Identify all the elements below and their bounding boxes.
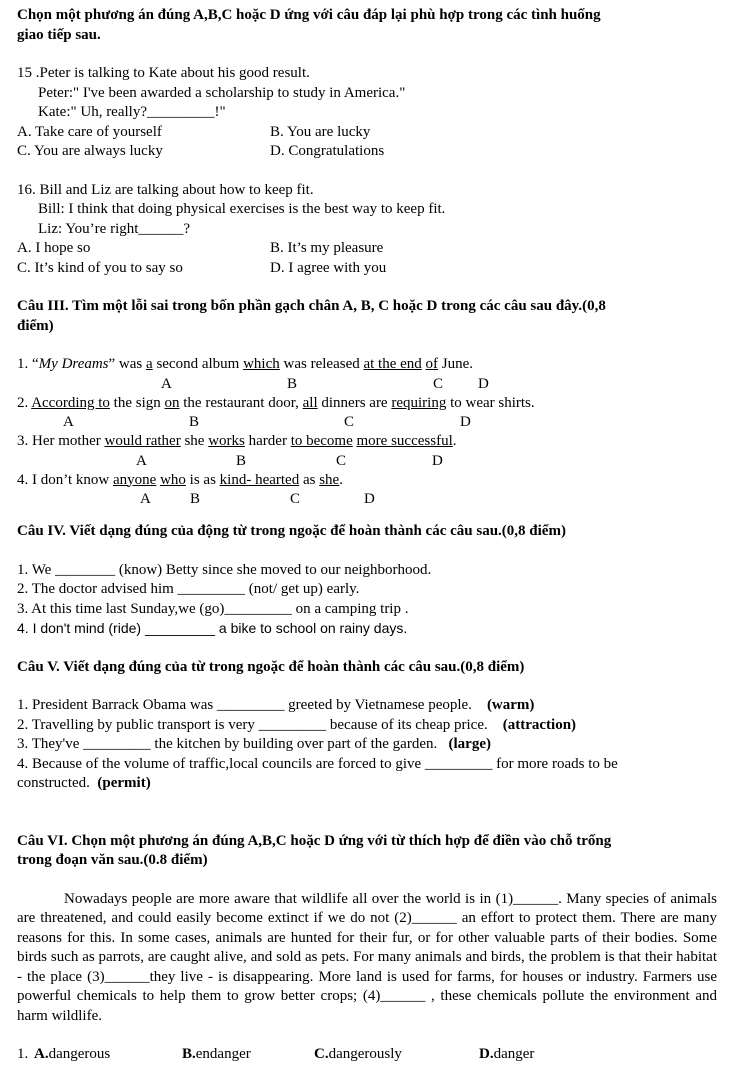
text-segment: the sign <box>109 394 165 411</box>
item-text: 2. Travelling by public transport is very _________ because of its cheap price. <box>17 716 488 733</box>
q16-options-row1 <box>17 239 717 259</box>
underlined-part-b[interactable]: on <box>164 394 180 411</box>
underlined-part-b[interactable]: who <box>160 471 186 488</box>
letter-c: C <box>290 491 301 507</box>
option-text: endanger <box>195 1046 251 1062</box>
q15-option-c[interactable]: C. You are always lucky <box>17 143 163 159</box>
text-segment: second album <box>152 356 244 372</box>
section-v-heading: Câu V. Viết dạng đúng của từ trong ngoặc để hoàn thành các câu sau.(0,8 điểm) <box>17 658 525 675</box>
error-sentence-3 <box>17 432 717 452</box>
text-segment: the restaurant door, <box>179 394 303 411</box>
word-item-1 <box>17 696 717 716</box>
answer-letters-4 <box>17 490 717 509</box>
section-vi-heading: Câu VI. Chọn một phương án đúng A,B,C hoặc D ứng với từ thích hợp để điền vào chỗ trống <box>17 832 612 849</box>
section-iii-heading: Câu III. Tìm một lỗi sai trong bốn phần gạch chân A, B, C hoặc D trong các câu sau đây.(0,8 <box>17 298 606 314</box>
text-segment: 2. <box>17 394 32 411</box>
underlined-part-c[interactable]: to become <box>290 433 353 449</box>
letter-c: C <box>433 375 444 392</box>
underlined-part-c[interactable]: at the end <box>363 356 422 372</box>
letter-d: D <box>478 375 489 392</box>
letter-a: A <box>63 414 74 430</box>
q16-option-d[interactable]: D. I agree with you <box>270 259 387 276</box>
letter-d: D <box>364 491 375 507</box>
text-segment: 1. “ <box>17 356 39 372</box>
text-segment: June. <box>438 356 474 372</box>
text-segment: as <box>299 471 320 488</box>
q16-options-row2 <box>17 259 717 279</box>
section-instruction-cont: giao tiếp sau. <box>17 26 101 43</box>
underlined-part-d[interactable]: more successful <box>356 433 453 449</box>
root-word: (attraction) <box>502 716 577 733</box>
letter-b: B <box>189 414 200 430</box>
text-segment: . <box>339 471 343 488</box>
worksheet <box>17 6 717 1065</box>
letter-d: D <box>432 452 443 469</box>
text-segment: was released <box>279 356 364 372</box>
text-segment: . <box>452 433 457 449</box>
cloze-question-1 <box>17 1045 717 1065</box>
answer-letters-2 <box>17 413 717 432</box>
word-item-4-cont <box>17 774 717 794</box>
q15-kate-line: Kate:" Uh, really?_________!" <box>38 104 226 120</box>
section-vi-heading-cont: trong đoạn văn sau.(0.8 điểm) <box>17 852 208 868</box>
q15-peter-line: Peter:" I've been awarded a scholarship to study in America." <box>38 84 406 101</box>
question-number: 1. <box>17 1046 29 1062</box>
q16-bill-line: Bill: I think that doing physical exercises is the best way to keep fit. <box>38 201 446 217</box>
verb-item-2: 2. The doctor advised him _________ (not/ get up) early. <box>17 581 360 597</box>
text-segment: 3. Her mother <box>17 433 105 449</box>
option-letter: D. <box>479 1046 494 1062</box>
section-iii-heading-cont: điểm) <box>17 317 54 334</box>
underlined-part-a[interactable]: would rather <box>104 433 181 449</box>
letter-a: A <box>161 375 172 392</box>
option-text: dangerously <box>328 1046 402 1062</box>
option-letter: B. <box>182 1046 196 1062</box>
root-word: (warm) <box>486 697 535 713</box>
cloze-option-a[interactable] <box>34 1045 182 1065</box>
q15-stem: 15 .Peter is talking to Kate about his good result. <box>17 65 310 81</box>
letter-c: C <box>336 452 347 469</box>
letter-b: B <box>287 375 298 392</box>
word-item-4: 4. Because of the volume of traffic,local councils are forced to give _________ for more roads to be <box>17 755 618 772</box>
text-segment: ” was <box>108 356 147 372</box>
option-text: dangerous <box>48 1046 111 1062</box>
underlined-part-c[interactable]: all <box>302 394 318 411</box>
root-word: (large) <box>448 736 491 752</box>
word-item-2 <box>17 716 717 736</box>
underlined-part-a[interactable]: a <box>146 356 153 372</box>
option-letter: A. <box>34 1046 49 1062</box>
item-text: 3. They've _________ the kitchen by building over part of the garden. <box>17 736 438 752</box>
letter-a: A <box>140 491 151 507</box>
cloze-option-d[interactable] <box>479 1045 534 1065</box>
answer-letters-1 <box>17 375 717 394</box>
q16-option-b[interactable]: B. It’s my pleasure <box>270 240 384 256</box>
option-text: danger <box>493 1046 535 1062</box>
text-segment: dinners are <box>317 394 392 411</box>
underlined-part-d[interactable]: requiring <box>391 394 447 411</box>
q16-option-a[interactable]: A. I hope so <box>17 240 91 256</box>
letter-a: A <box>136 452 147 469</box>
text-segment: to wear shirts. <box>446 394 535 411</box>
letter-b: B <box>190 491 201 507</box>
error-sentence-2 <box>17 394 717 414</box>
underlined-part-d[interactable]: of <box>425 356 439 372</box>
underlined-part-a[interactable]: According to <box>31 394 110 411</box>
q15-options-row1 <box>17 123 717 143</box>
q15-option-a[interactable]: A. Take care of yourself <box>17 123 162 140</box>
q15-option-b[interactable]: B. You are lucky <box>270 123 371 140</box>
text-segment: 4. I don’t know <box>17 471 113 488</box>
error-sentence-4 <box>17 471 717 491</box>
error-sentence-1 <box>17 355 717 375</box>
letter-c: C <box>344 414 355 430</box>
album-title: My Dreams <box>38 356 109 372</box>
letter-d: D <box>460 414 471 430</box>
text-segment: is as <box>185 471 220 488</box>
q15-options-row2 <box>17 142 717 162</box>
cloze-option-c[interactable] <box>314 1045 479 1065</box>
cloze-option-b[interactable] <box>182 1045 314 1065</box>
item-text: 1. President Barrack Obama was _________ greeted by Vietnamese people. <box>17 697 472 713</box>
text-segment: she <box>180 433 209 449</box>
option-letter: C. <box>314 1046 329 1062</box>
q16-option-c[interactable]: C. It’s kind of you to say so <box>17 259 183 276</box>
root-word: (permit) <box>97 775 151 791</box>
reading-passage: Nowadays people are more aware that wildlife all over the world is in (1)______. Many species of animals are threatened, and could easily become extinct if we do not (2)______ an effort to protect them. There are many reasons for this. In some cases, animals are hunted for their fur, or for other valuable parts of their bodies. Some birds such as parrots, are caught alive, and sold as pets. For many animals and birds, the problem is that their habitat - the place (3)______they live - is disappearing. More land is used for farms, for houses or industry. Farmers use powerful chemicals to help them to grow better crops; (4)______ , these chemicals pollute the environment and harm wildlife. <box>17 890 717 1024</box>
verb-item-3: 3. At this time last Sunday,we (go)_________ on a camping trip . <box>17 600 409 617</box>
underlined-part-c[interactable]: kind- hearted <box>219 471 300 488</box>
underlined-part-a[interactable]: anyone <box>112 471 157 488</box>
underlined-part-b[interactable]: works <box>208 433 245 449</box>
section-iv-heading: Câu IV. Viết dạng đúng của động từ trong ngoặc để hoàn thành các câu sau.(0,8 điểm) <box>17 523 566 539</box>
q16-liz-line: Liz: You’re right______? <box>38 220 191 237</box>
text-segment: harder <box>244 433 291 449</box>
underlined-part-b[interactable]: which <box>243 356 280 372</box>
underlined-part-d[interactable]: she <box>319 471 340 488</box>
verb-item-1: 1. We ________ (know) Betty since she moved to our neighborhood. <box>17 561 432 578</box>
section-instruction: Chọn một phương án đúng A,B,C hoặc D ứng với câu đáp lại phù hợp trong các tình huống <box>17 7 601 23</box>
answer-letters-3 <box>17 452 717 471</box>
letter-b: B <box>236 452 247 469</box>
verb-item-4: 4. I don't mind (ride) _________ a bike to school on rainy days. <box>17 620 408 636</box>
q16-stem: 16. Bill and Liz are talking about how to keep fit. <box>17 181 314 198</box>
q15-option-d[interactable]: D. Congratulations <box>270 143 385 159</box>
item-text: constructed. <box>17 775 90 791</box>
word-item-3 <box>17 735 717 755</box>
